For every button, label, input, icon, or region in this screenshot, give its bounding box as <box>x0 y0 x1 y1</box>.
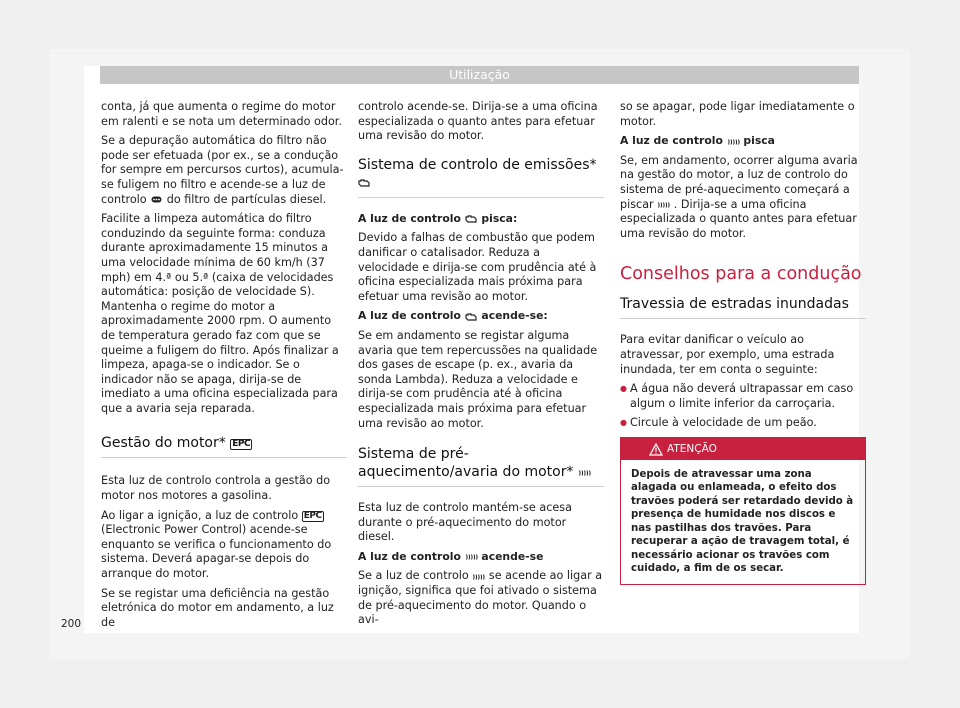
list-item: ● A água não deverá ultrapassar em caso algum o limite inferior da carroçaria. <box>620 382 866 411</box>
paragraph: Facilite a limpeza automática do filtro conduzindo da seguinte forma: conduza durante aproximadamente 15 minutos a uma velocidade mínima de 60 km/h (37 mph) em 4.ª ou 5.ª (caixa de velocidades automática: posição de velocidade S). Mantenha o regime do motor a aproximadamente 2000 rpm. O aumento de temperatura gerado faz com que se queime a fuligem do filtro. Após finalizar a limpeza, apaga-se o indicador. Se o indicador não se apaga, dirija-se de imediato a uma oficina especializada para que a avaria seja reparada. <box>101 212 339 415</box>
section-heading: Sistema de controlo de emissões* <box>358 156 604 198</box>
label: A luz de controlo acende-se <box>358 549 544 563</box>
label: A luz de controlo acende-se: <box>358 309 548 323</box>
section-heading: Gestão do motor* EPC <box>101 434 347 458</box>
section-heading: Travessia de estradas inundadas <box>620 295 866 319</box>
warning-header: ATENÇÃO <box>621 438 865 460</box>
paragraph: Se em andamento se registar alguma avaria que tem repercussões na qualidade dos gases de escape (p. ex., avaria da sonda Lambda). Reduza a velocidade e dirija-se com prudência até à oficina especializada mais próxima para efetuar uma revisão ao motor. <box>358 328 598 430</box>
glow-plug-icon <box>727 137 740 146</box>
list-item: ● Circule à velocidade de um peão. <box>620 416 866 431</box>
paragraph: Devido a falhas de combustão que podem danificar o catalisador. Reduza a velocidade e dirija-se com prudência até à oficina especializada mais próxima para efetuar uma revisão ao motor. <box>358 231 597 303</box>
glow-plug-icon <box>657 200 670 209</box>
label: A luz de controlo pisca <box>620 134 775 148</box>
paragraph: controlo acende-se. Dirija-se a uma oficina especializada o quanto antes para efetuar uma revisão do motor. <box>358 100 598 143</box>
paragraph: so se apagar, pode ligar imediatamente o motor. <box>620 100 855 128</box>
engine-icon <box>465 312 478 321</box>
paragraph: Esta luz de controlo controla a gestão do motor nos motores a gasolina. <box>101 474 331 503</box>
paragraph: Esta luz de controlo mantém-se acesa durante o pré-aquecimento do motor diesel. <box>358 501 572 544</box>
page-number: 200 <box>61 618 82 630</box>
warning-triangle-icon <box>649 442 663 464</box>
section-heading: Sistema de pré-aquecimento/avaria do motor* <box>358 445 604 487</box>
paragraph: Ao ligar a ignição, a luz de controlo EPC (Electronic Power Control) acende-se enquanto se verifica o funcionamento do sistema. Deverá apagar-se depois do arranque do motor. <box>101 508 332 581</box>
particle-filter-icon <box>150 195 163 204</box>
paragraph: conta, já que aumenta o regime do motor em ralenti e se nota um determinado odor. <box>101 100 342 128</box>
paragraph: Se, em andamento, ocorrer alguma avaria na gestão do motor, a luz de controlo do sistema de pré-aquecimento começará a piscar . Dirija-se a uma oficina especializada o quanto antes para efetuar uma revisão do motor. <box>620 153 858 240</box>
column-2 <box>358 100 604 633</box>
warning-text: Depois de atravessar uma zona alagada ou enlameada, o efeito dos travões poderá ser retardado devido à presença de humidade nos discos e nas pastilhas dos travões. Para recuperar a ação de travagem total, é necessário acionar os travões com cuidado, a fim de os secar. <box>631 468 854 575</box>
glow-plug-icon <box>465 552 478 561</box>
paragraph: Se se registar uma deficiência na gestão eletrónica do motor em andamento, a luz de <box>101 586 334 629</box>
paragraph: Se a luz de controlo se acende ao ligar a ignição, significa que foi ativado o sistema de pré-aquecimento do motor. Quando o avi- <box>358 569 603 627</box>
label: A luz de controlo pisca: <box>358 211 518 225</box>
column-1 <box>101 100 347 635</box>
epc-icon: EPC <box>303 510 322 521</box>
engine-icon <box>358 178 371 187</box>
chapter-heading: Conselhos para a condução <box>620 264 862 285</box>
glow-plug-icon <box>578 468 591 477</box>
paragraph: Para evitar danificar o veículo ao atravessar, por exemplo, uma estrada inundada, ter em conta o seguinte: <box>620 333 835 376</box>
running-header: Utilização <box>100 66 859 84</box>
engine-icon <box>465 214 478 223</box>
paragraph: Se a depuração automática do filtro não pode ser efetuada (por ex., se a condução for sempre em percursos curtos), acumula-se fuligem no filtro e acende-se a luz de controlo do filtro de partículas diesel. <box>101 134 344 206</box>
column-3 <box>620 100 866 585</box>
warning-box <box>620 437 866 585</box>
epc-icon: EPC <box>232 439 251 450</box>
glow-plug-icon <box>472 572 485 581</box>
